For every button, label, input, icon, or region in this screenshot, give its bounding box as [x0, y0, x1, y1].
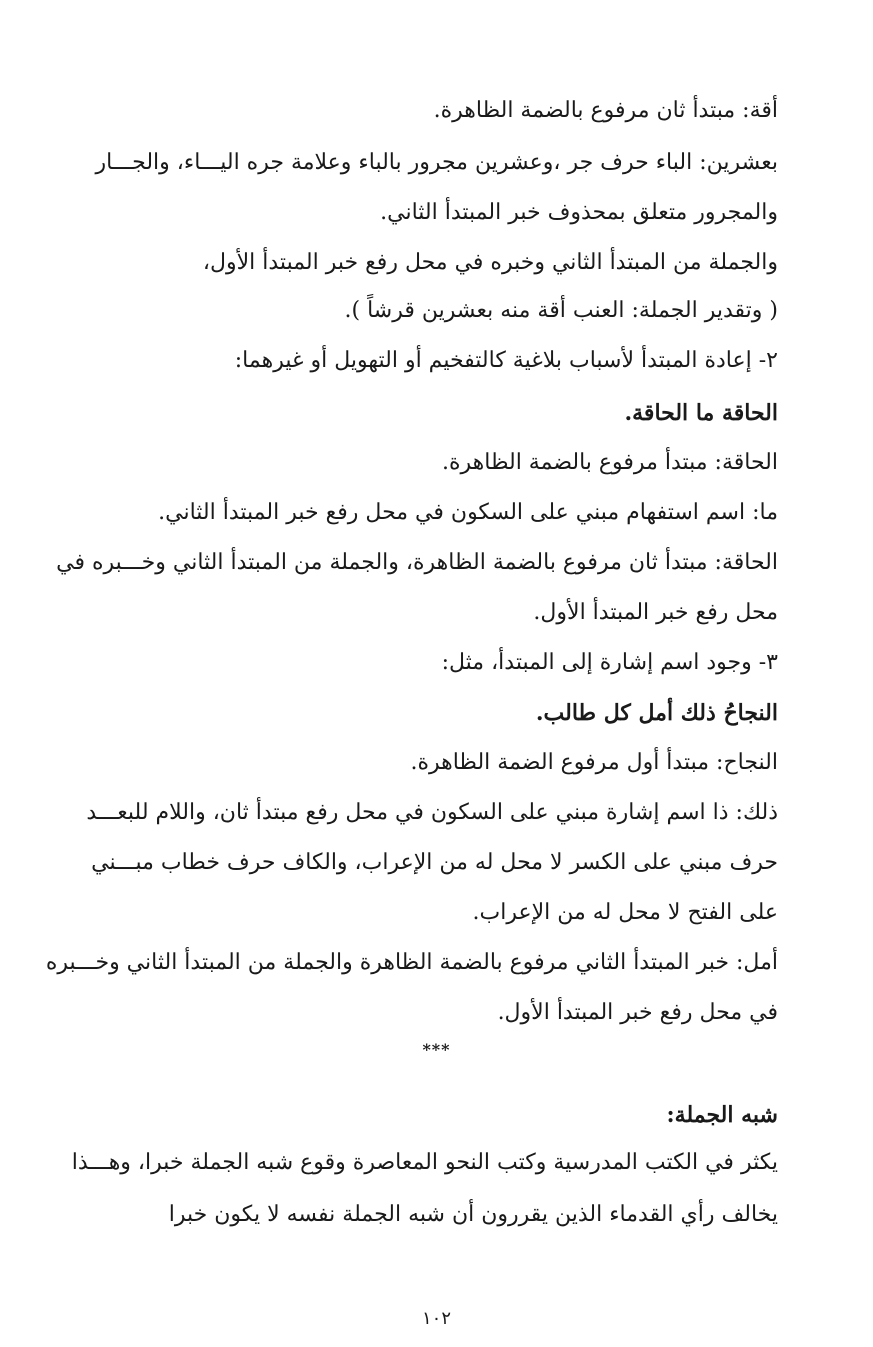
- text-line-22: يخالف رأي القدماء الذين يقررون أن شبه الجملة نفسه لا يكون خبرا: [168, 1202, 778, 1227]
- text-line-11: محل رفع خبر المبتدأ الأول.: [533, 600, 778, 625]
- text-line-17: على الفتح لا محل له من الإعراب.: [472, 900, 778, 925]
- text-line-3: والمجرور متعلق بمحذوف خبر المبتدأ الثاني.: [380, 200, 778, 225]
- text-line-5: ( وتقدير الجملة: العنب أقة منه بعشرين قرشاً ).: [344, 298, 778, 323]
- section-heading-2: ٢- إعادة المبتدأ لأسباب بلاغية كالتفخيم أو التهويل أو غيرهما:: [234, 348, 778, 373]
- section-separator: ***: [422, 1040, 451, 1059]
- text-line-10: الحاقة: مبتدأ ثان مرفوع بالضمة الظاهرة، والجملة من المبتدأ الثاني وخـــبره في: [56, 550, 778, 575]
- section-heading-3: ٣- وجود اسم إشارة إلى المبتدأ، مثل:: [441, 650, 778, 675]
- text-line-19: في محل رفع خبر المبتدأ الأول.: [497, 1000, 778, 1025]
- text-line-16: حرف مبني على الكسر لا محل له من الإعراب، والكاف حرف خطاب مبـــني: [91, 850, 778, 875]
- text-line-4: والجملة من المبتدأ الثاني وخبره في محل رفع خبر المبتدأ الأول،: [202, 250, 778, 275]
- page-number: ١٠٢: [421, 1308, 451, 1329]
- text-line-14: النجاح: مبتدأ أول مرفوع الضمة الظاهرة.: [410, 750, 778, 775]
- text-line-18: أمل: خبر المبتدأ الثاني مرفوع بالضمة الظاهرة والجملة من المبتدأ الثاني وخـــبره: [45, 950, 778, 975]
- example-sentence-2: النجاحُ ذلك أمل كل طالب.: [535, 700, 778, 726]
- section-heading-shibh-jumla: شبه الجملة:: [666, 1102, 778, 1128]
- example-sentence-1: الحاقة ما الحاقة.: [624, 400, 778, 426]
- text-line-9: ما: اسم استفهام مبني على السكون في محل رفع خبر المبتدأ الثاني.: [158, 500, 778, 525]
- text-line-15: ذلك: ذا اسم إشارة مبني على السكون في محل رفع مبتدأ ثان، واللام للبعـــد: [86, 800, 778, 825]
- text-line-1: أقة: مبتدأ ثان مرفوع بالضمة الظاهرة.: [433, 98, 778, 123]
- text-line-8: الحاقة: مبتدأ مرفوع بالضمة الظاهرة.: [441, 450, 778, 475]
- text-line-21: يكثر في الكتب المدرسية وكتب النحو المعاصرة وقوع شبه الجملة خبرا، وهـــذا: [71, 1150, 778, 1175]
- text-line-2: بعشرين: الباء حرف جر ،وعشرين مجرور بالباء وعلامة جره اليـــاء، والجـــار: [95, 150, 778, 175]
